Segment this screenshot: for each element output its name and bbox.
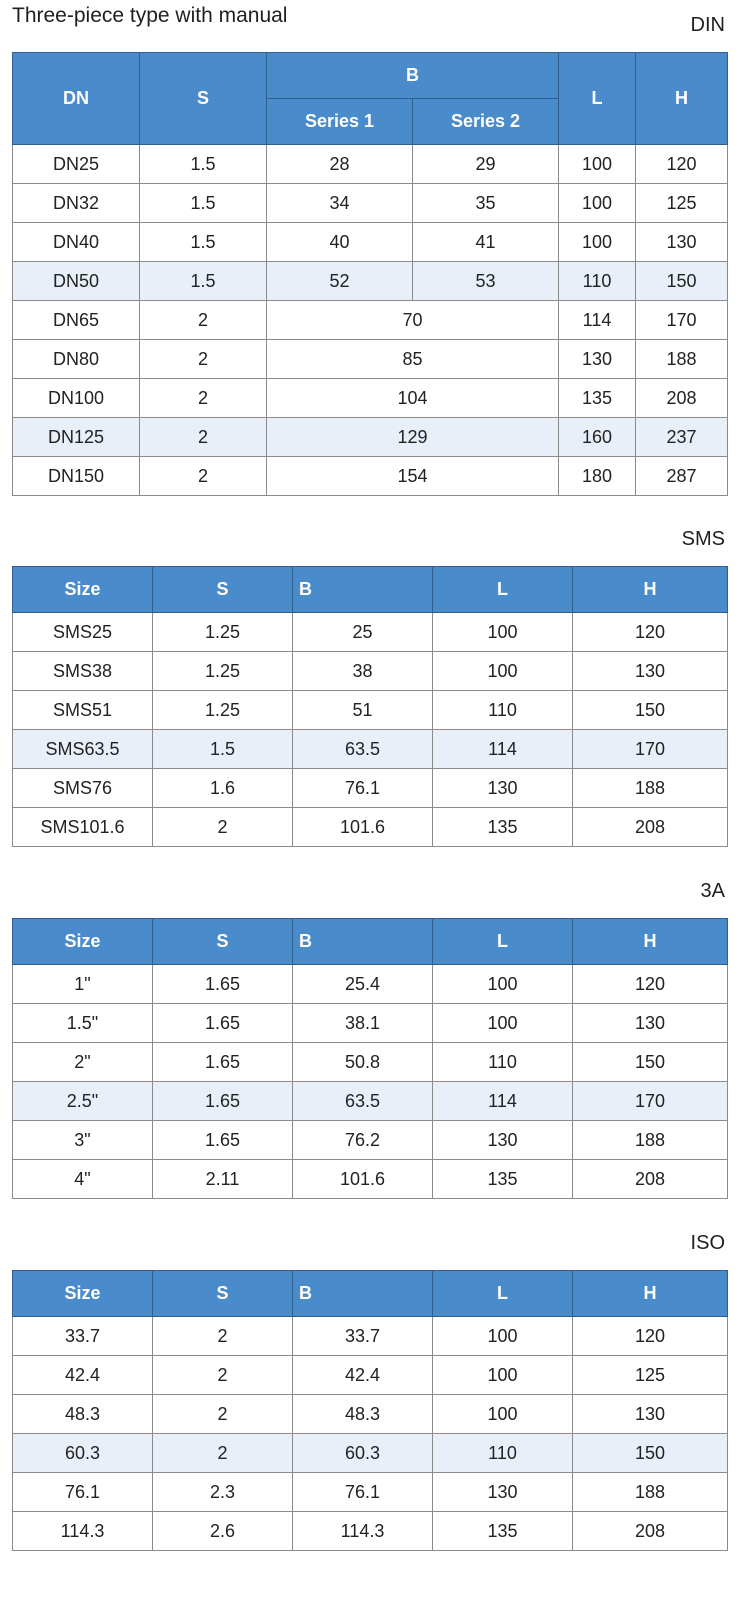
cell-dn: DN80	[13, 340, 140, 379]
cell-h: 120	[573, 1317, 728, 1356]
cell-s: 1.65	[153, 1004, 293, 1043]
cell-size: 1.5"	[13, 1004, 153, 1043]
table-row	[13, 691, 728, 730]
cell-size: 1"	[13, 965, 153, 1004]
din-header-h: H	[636, 53, 728, 145]
cell-h: 208	[573, 1160, 728, 1199]
cell-s: 2	[153, 1395, 293, 1434]
page-title: Three-piece type with manual	[12, 4, 288, 27]
cell-size: 2.5"	[13, 1082, 153, 1121]
cell-s: 2	[153, 1434, 293, 1473]
cell-h: 188	[573, 1473, 728, 1512]
cell-l: 114	[433, 730, 573, 769]
din-header-series2: Series 2	[413, 99, 559, 145]
cell-s: 2	[153, 808, 293, 847]
table-row	[13, 965, 728, 1004]
cell-s: 2.6	[153, 1512, 293, 1551]
cell-l: 114	[559, 301, 636, 340]
table-row	[13, 1121, 728, 1160]
cell-b: 76.2	[293, 1121, 433, 1160]
cell-size: 60.3	[13, 1434, 153, 1473]
cell-b: 63.5	[293, 1082, 433, 1121]
cell-h: 120	[573, 613, 728, 652]
cell-size: 4"	[13, 1160, 153, 1199]
cell-size: 2"	[13, 1043, 153, 1082]
cell-l: 100	[433, 1317, 573, 1356]
cell-h: 188	[573, 1121, 728, 1160]
cell-b-series1: 34	[267, 184, 413, 223]
table-row	[13, 340, 728, 379]
cell-dn: DN65	[13, 301, 140, 340]
cell-l: 100	[433, 1004, 573, 1043]
cell-h: 208	[573, 1512, 728, 1551]
cell-s: 1.65	[153, 965, 293, 1004]
cell-s: 2	[140, 379, 267, 418]
table-row	[13, 301, 728, 340]
table-row	[13, 613, 728, 652]
sms-header-h: H	[573, 567, 728, 613]
cell-size: SMS101.6	[13, 808, 153, 847]
table-row	[13, 223, 728, 262]
cell-b-series2: 53	[413, 262, 559, 301]
iso-header-size: Size	[13, 1271, 153, 1317]
iso-header-s: S	[153, 1271, 293, 1317]
table-row	[13, 262, 728, 301]
cell-l: 100	[559, 223, 636, 262]
cell-l: 100	[559, 145, 636, 184]
iso-header-h: H	[573, 1271, 728, 1317]
cell-h: 125	[636, 184, 728, 223]
3a-header-h: H	[573, 919, 728, 965]
cell-l: 135	[433, 1512, 573, 1551]
cell-b-series1: 28	[267, 145, 413, 184]
cell-h: 170	[636, 301, 728, 340]
cell-h: 188	[573, 769, 728, 808]
cell-b: 48.3	[293, 1395, 433, 1434]
iso-table	[12, 1270, 728, 1551]
din-header-b: B	[267, 53, 559, 99]
3a-table	[12, 918, 728, 1199]
table-row	[13, 418, 728, 457]
sms-header-l: L	[433, 567, 573, 613]
cell-h: 170	[573, 730, 728, 769]
cell-b: 76.1	[293, 769, 433, 808]
cell-b: 42.4	[293, 1356, 433, 1395]
cell-l: 100	[433, 1395, 573, 1434]
cell-s: 1.25	[153, 652, 293, 691]
sms-header-s: S	[153, 567, 293, 613]
table-row	[13, 1395, 728, 1434]
3a-header-b: B	[293, 919, 433, 965]
cell-h: 150	[573, 1434, 728, 1473]
cell-dn: DN125	[13, 418, 140, 457]
3a-header-size: Size	[13, 919, 153, 965]
cell-h: 120	[636, 145, 728, 184]
cell-s: 1.5	[140, 223, 267, 262]
din-table	[12, 52, 728, 496]
cell-b: 104	[267, 379, 559, 418]
din-header-s: S	[140, 53, 267, 145]
cell-b: 101.6	[293, 808, 433, 847]
cell-b: 114.3	[293, 1512, 433, 1551]
cell-l: 110	[433, 1434, 573, 1473]
cell-b: 60.3	[293, 1434, 433, 1473]
cell-s: 1.25	[153, 613, 293, 652]
cell-dn: DN40	[13, 223, 140, 262]
cell-h: 125	[573, 1356, 728, 1395]
cell-size: 42.4	[13, 1356, 153, 1395]
cell-s: 1.6	[153, 769, 293, 808]
table-row	[13, 1356, 728, 1395]
cell-l: 100	[433, 652, 573, 691]
3a-label: 3A	[700, 880, 725, 902]
cell-b-series1: 52	[267, 262, 413, 301]
cell-l: 114	[433, 1082, 573, 1121]
sms-header-size: Size	[13, 567, 153, 613]
cell-s: 2.11	[153, 1160, 293, 1199]
table-row	[13, 1512, 728, 1551]
cell-b: 70	[267, 301, 559, 340]
iso-header-b: B	[293, 1271, 433, 1317]
cell-l: 100	[559, 184, 636, 223]
cell-b-series1: 40	[267, 223, 413, 262]
cell-l: 130	[433, 1473, 573, 1512]
cell-l: 180	[559, 457, 636, 496]
table-row	[13, 1317, 728, 1356]
cell-b: 51	[293, 691, 433, 730]
table-row	[13, 145, 728, 184]
cell-b: 101.6	[293, 1160, 433, 1199]
cell-s: 1.25	[153, 691, 293, 730]
table-row	[13, 769, 728, 808]
cell-s: 2	[140, 457, 267, 496]
cell-s: 1.5	[140, 184, 267, 223]
cell-l: 100	[433, 613, 573, 652]
cell-s: 1.5	[153, 730, 293, 769]
cell-l: 135	[559, 379, 636, 418]
cell-size: 33.7	[13, 1317, 153, 1356]
table-row	[13, 379, 728, 418]
cell-b: 25.4	[293, 965, 433, 1004]
cell-size: 114.3	[13, 1512, 153, 1551]
cell-h: 130	[573, 1004, 728, 1043]
cell-h: 208	[636, 379, 728, 418]
cell-b-series2: 35	[413, 184, 559, 223]
cell-l: 130	[433, 769, 573, 808]
table-row	[13, 1160, 728, 1199]
table-row	[13, 1082, 728, 1121]
cell-h: 188	[636, 340, 728, 379]
iso-label: ISO	[690, 1232, 725, 1254]
cell-size: SMS25	[13, 613, 153, 652]
cell-l: 110	[433, 1043, 573, 1082]
table-row	[13, 457, 728, 496]
cell-l: 130	[433, 1121, 573, 1160]
cell-size: 76.1	[13, 1473, 153, 1512]
cell-l: 110	[433, 691, 573, 730]
sms-header-b: B	[293, 567, 433, 613]
cell-b-series2: 29	[413, 145, 559, 184]
cell-dn: DN150	[13, 457, 140, 496]
cell-size: 3"	[13, 1121, 153, 1160]
table-row	[13, 808, 728, 847]
cell-h: 287	[636, 457, 728, 496]
cell-b: 129	[267, 418, 559, 457]
cell-size: 48.3	[13, 1395, 153, 1434]
cell-h: 130	[636, 223, 728, 262]
din-header-l: L	[559, 53, 636, 145]
cell-s: 1.5	[140, 145, 267, 184]
3a-header-s: S	[153, 919, 293, 965]
table-row	[13, 1043, 728, 1082]
cell-h: 208	[573, 808, 728, 847]
cell-h: 170	[573, 1082, 728, 1121]
iso-header-l: L	[433, 1271, 573, 1317]
cell-s: 2	[140, 340, 267, 379]
cell-b: 38	[293, 652, 433, 691]
cell-l: 110	[559, 262, 636, 301]
cell-l: 135	[433, 808, 573, 847]
cell-b: 38.1	[293, 1004, 433, 1043]
cell-s: 2	[153, 1317, 293, 1356]
cell-h: 130	[573, 652, 728, 691]
cell-b: 154	[267, 457, 559, 496]
sms-table	[12, 566, 728, 847]
cell-l: 160	[559, 418, 636, 457]
cell-b: 33.7	[293, 1317, 433, 1356]
cell-h: 150	[573, 1043, 728, 1082]
cell-l: 130	[559, 340, 636, 379]
cell-b: 85	[267, 340, 559, 379]
cell-b: 25	[293, 613, 433, 652]
cell-dn: DN100	[13, 379, 140, 418]
cell-size: SMS76	[13, 769, 153, 808]
cell-s: 1.65	[153, 1121, 293, 1160]
table-row	[13, 184, 728, 223]
cell-dn: DN25	[13, 145, 140, 184]
cell-s: 2	[140, 301, 267, 340]
table-row	[13, 652, 728, 691]
table-row	[13, 1434, 728, 1473]
cell-l: 135	[433, 1160, 573, 1199]
din-header-series1: Series 1	[267, 99, 413, 145]
cell-s: 2	[153, 1356, 293, 1395]
cell-l: 100	[433, 965, 573, 1004]
cell-h: 237	[636, 418, 728, 457]
3a-header-l: L	[433, 919, 573, 965]
cell-size: SMS51	[13, 691, 153, 730]
cell-size: SMS38	[13, 652, 153, 691]
sms-label: SMS	[681, 528, 725, 550]
cell-h: 120	[573, 965, 728, 1004]
table-row	[13, 730, 728, 769]
cell-b: 50.8	[293, 1043, 433, 1082]
cell-b: 76.1	[293, 1473, 433, 1512]
cell-size: SMS63.5	[13, 730, 153, 769]
cell-h: 130	[573, 1395, 728, 1434]
cell-b-series2: 41	[413, 223, 559, 262]
cell-l: 100	[433, 1356, 573, 1395]
cell-s: 1.65	[153, 1043, 293, 1082]
cell-s: 2.3	[153, 1473, 293, 1512]
din-header-dn: DN	[13, 53, 140, 145]
cell-s: 2	[140, 418, 267, 457]
cell-dn: DN50	[13, 262, 140, 301]
cell-dn: DN32	[13, 184, 140, 223]
cell-b: 63.5	[293, 730, 433, 769]
cell-h: 150	[573, 691, 728, 730]
din-label: DIN	[690, 14, 725, 36]
cell-s: 1.65	[153, 1082, 293, 1121]
table-row	[13, 1004, 728, 1043]
table-row	[13, 1473, 728, 1512]
cell-h: 150	[636, 262, 728, 301]
cell-s: 1.5	[140, 262, 267, 301]
